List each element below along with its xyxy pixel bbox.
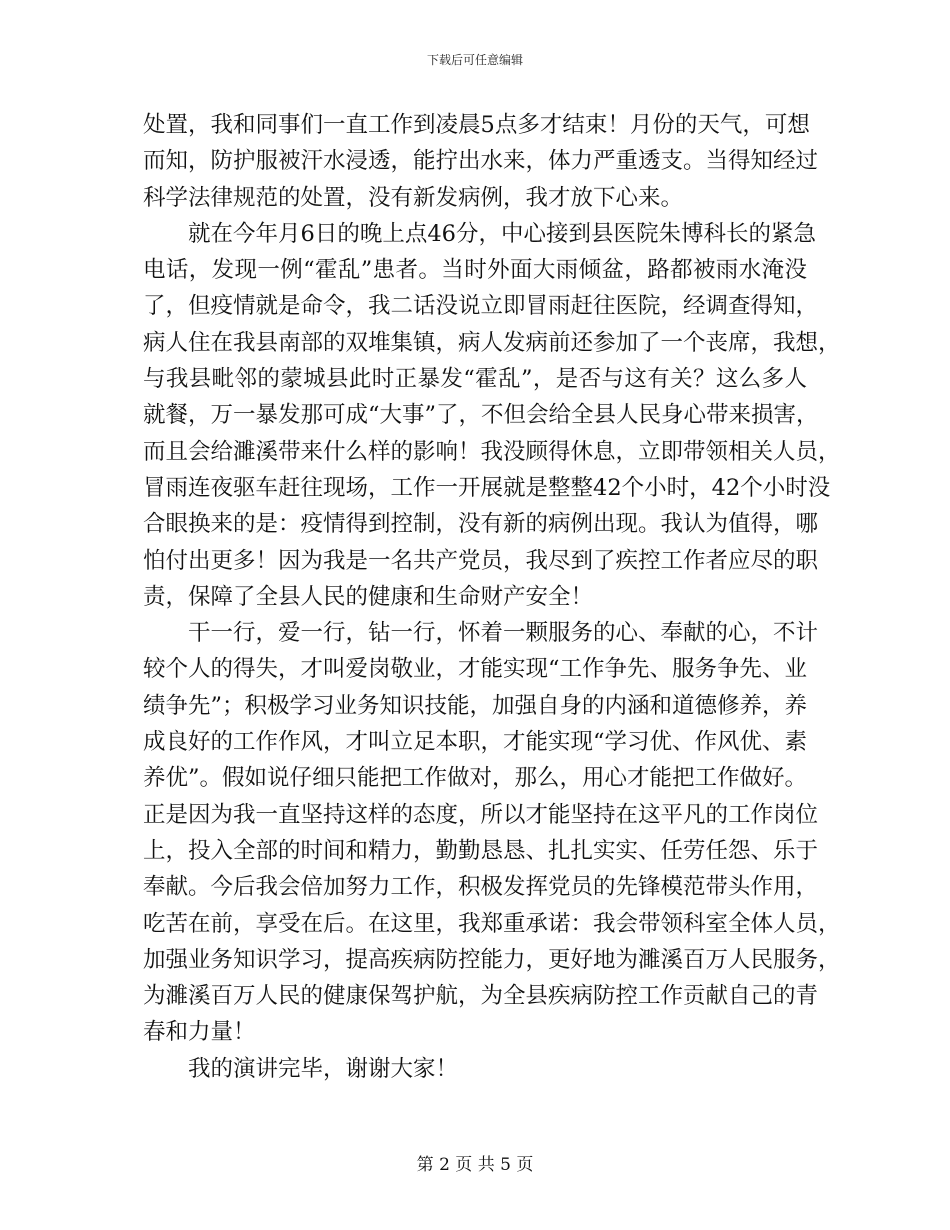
text-line: 电话，发现一例“霍乱”患者。当时外面大雨倾盆，路都被雨水淹没 bbox=[143, 257, 807, 284]
text-line: 与我县毗邻的蒙城县此时正暴发“霍乱”，是否与这有关？这么多人 bbox=[143, 366, 807, 393]
text-line: 成良好的工作作风，才叫立足本职，才能实现“学习优、作风优、素 bbox=[143, 729, 808, 756]
text-line: 而知，防护服被汗水浸透，能拧出水来，体力严重透支。当得知经过 bbox=[143, 148, 819, 175]
paragraph-start-line: 就在今年月6日的晚上点46分，中心接到县医院朱博科长的紧急 bbox=[188, 220, 816, 247]
text-line: 吃苦在前，享受在后。在这里，我郑重承诺：我会带领科室全体人员， bbox=[143, 910, 841, 937]
page-number: 第 2 页 共 5 页 bbox=[416, 1155, 534, 1175]
text-line: 冒雨连夜驱车赶往现场，工作一开展就是整整42个小时，42个小时没 bbox=[143, 474, 831, 501]
text-line: 而且会给濉溪带来什么样的影响！我没顾得休息，立即带领相关人员， bbox=[143, 438, 841, 465]
text-line: 正是因为我一直坚持这样的态度，所以才能坚持在这平凡的工作岗位 bbox=[143, 801, 819, 828]
text-line: 病人住在我县南部的双堆集镇，病人发病前还参加了一个丧席，我想， bbox=[143, 329, 841, 356]
page-header: 下载后可任意编辑 bbox=[426, 53, 523, 67]
text-line: 绩争先”；积极学习业务知识技能，加强自身的内涵和道德修养，养 bbox=[143, 692, 808, 719]
text-line: 较个人的得失，才叫爱岗敬业，才能实现“工作争先、服务争先、业 bbox=[143, 656, 808, 683]
closing-line: 我的演讲完毕，谢谢大家！ bbox=[188, 1055, 459, 1082]
paragraph-start-line: 干一行，爱一行，钻一行，怀着一颗服务的心、奉献的心，不计 bbox=[188, 620, 819, 647]
text-line: 奉献。今后我会倍加努力工作，积极发挥党员的先锋模范带头作用， bbox=[143, 874, 819, 901]
text-line: 就餐，万一暴发那可成“大事”了，不但会给全县人民身心带来损害， bbox=[143, 402, 819, 429]
text-line: 合眼换来的是：疫情得到控制，没有新的病例出现。我认为值得，哪 bbox=[143, 511, 819, 538]
text-line: 科学法律规范的处置，没有新发病例，我才放下心来。 bbox=[143, 184, 684, 211]
text-line: 了，但疫情就是命令，我二话没说立即冒雨赶往医院，经调查得知， bbox=[143, 293, 819, 320]
text-line: 处置，我和同事们一直工作到凌晨5点多才结束！月份的天气，可想 bbox=[143, 112, 810, 138]
document-body bbox=[143, 107, 841, 1087]
text-line: 怕付出更多！因为我是一名共产党员，我尽到了疾控工作者应尽的职 bbox=[143, 547, 819, 574]
text-line: 春和力量！ bbox=[143, 1019, 256, 1046]
text-line: 责，保障了全县人民的健康和生命财产安全！ bbox=[143, 583, 594, 610]
text-line: 上，投入全部的时间和精力，勤勤恳恳、扎扎实实、任劳任怨、乐于 bbox=[143, 837, 819, 864]
text-line: 为濉溪百万人民的健康保驾护航，为全县疾病防控工作贡献自己的青 bbox=[143, 983, 819, 1010]
text-line: 养优”。假如说仔细只能把工作做对，那么，用心才能把工作做好。 bbox=[143, 765, 808, 792]
text-line: 加强业务知识学习，提高疾病防控能力，更好地为濉溪百万人民服务， bbox=[143, 946, 841, 973]
